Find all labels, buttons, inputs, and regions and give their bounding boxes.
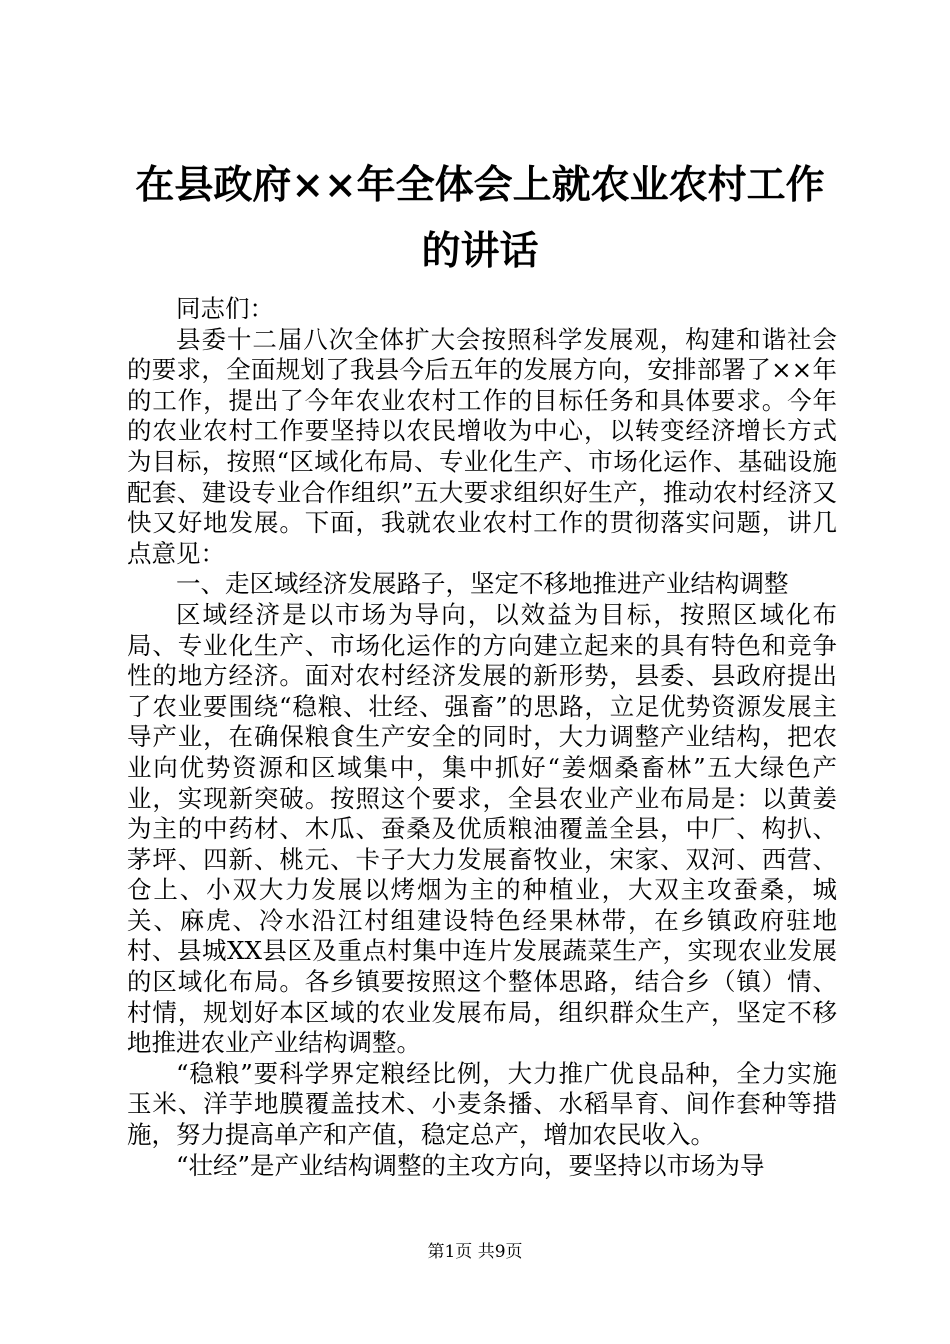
paragraph-regional-economy: 区域经济是以市场为导向，以效益为目标，按照区域化布局、专业化生产、市场化运作的方向建立起来的具有特色和竞争性的地方经济。面对农村经济发展的新形势，县委、县政府提出了农业要围绕“稳粮、壮经、强畜”的思路，立足优势资源发展主导产业，在确保粮食生产安全的同时，大力调整产业结构，把农业向优势资源和区域集中，集中抓好“姜烟桑畜林”五大绿色产业，实现新突破。按照这个要求，全县农业产业布局是：以黄姜为主的中药材、木瓜、蚕桑及优质粮油覆盖全县，中厂、构扒、茅坪、四新、桃元、卡子大力发展畜牧业，宋家、双河、西营、仓上、小双大力发展以烤烟为主的种植业，大双主攻蚕桑，城关、麻虎、冷水沿江村组建设特色经果林带，在乡镇政府驻地村、县城XX县区及重点村集中连片发展蔬菜生产，实现农业发展的区域化布局。各乡镇要按照这个整体思路，结合乡（镇）情、村情，规划好本区域的农业发展布局，组织群众生产，坚定不移地推进农业产业结构调整。	[127, 599, 837, 1058]
document-title: 在县政府××年全体会上就农业农村工作的讲话	[135, 162, 825, 274]
paragraph-stable-grain: “稳粮”要科学界定粮经比例，大力推广优良品种，全力实施玉米、洋芋地膜覆盖技术、小麦条播、水稻旱育、间作套种等措施，努力提高单产和产值，稳定总产，增加农民收入。	[127, 1058, 837, 1150]
page-footer: 第1页 共9页	[427, 1242, 523, 1262]
document-body	[127, 294, 837, 1181]
section-heading-1: 一、走区域经济发展路子，坚定不移地推进产业结构调整	[176, 569, 789, 599]
salutation: 同志们：	[176, 294, 274, 323]
paragraph-intro: 县委十二届八次全体扩大会按照科学发展观，构建和谐社会的要求，全面规划了我县今后五年的发展方向，安排部署了××年的工作，提出了今年农业农村工作的目标任务和具体要求。今年的农业农村工作要坚持以农民增收为中心，以转变经济增长方式为目标，按照“区域化布局、专业化生产、市场化运作、基础设施配套、建设专业合作组织”五大要求组织好生产，推动农村经济又快又好地发展。下面，我就农业农村工作的贯彻落实问题，讲几点意见：	[127, 324, 837, 568]
paragraph-strong-economy: “壮经”是产业结构调整的主攻方向，要坚持以市场为导	[176, 1150, 765, 1180]
